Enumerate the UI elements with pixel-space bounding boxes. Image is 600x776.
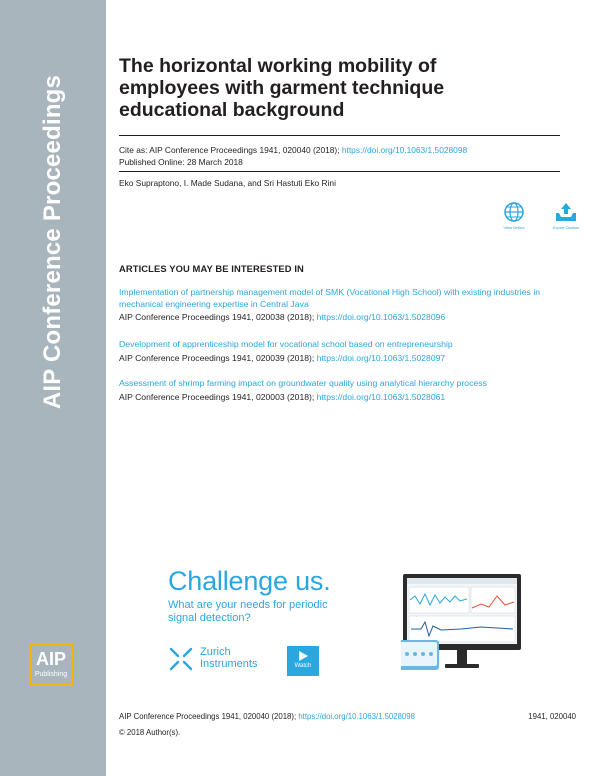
cite-line bbox=[119, 145, 467, 156]
zurich-instruments-ad[interactable] bbox=[168, 566, 468, 678]
export-tray-icon bbox=[554, 201, 578, 223]
related-article-title-link[interactable]: Implementation of partnership management model of SMK (Vocational High School) with existing industries in mechanical engineering expertise in Central Java bbox=[119, 287, 541, 309]
related-article-source: AIP Conference Proceedings 1941, 020003 (2018); bbox=[119, 391, 315, 402]
instrument-monitor-image bbox=[401, 574, 523, 674]
related-article-doi-link[interactable]: https://doi.org/10.1063/1.5028061 bbox=[316, 391, 446, 402]
view-online-label: View Online bbox=[503, 225, 525, 230]
zurich-instruments-logo-icon bbox=[168, 646, 194, 672]
page-identifier: 1941, 020040 bbox=[528, 712, 576, 721]
footer-cite bbox=[119, 712, 415, 721]
author-list: Eko Supraptono, I. Made Sudana, and Sri Hastuti Eko Rini bbox=[119, 178, 336, 188]
journal-name: AIP Conference Proceedings bbox=[39, 74, 66, 410]
article-doi-link[interactable]: https://doi.org/10.1063/1.5028098 bbox=[341, 145, 468, 155]
related-article-cite bbox=[119, 391, 564, 404]
watch-button[interactable] bbox=[287, 646, 319, 676]
related-article-doi-link[interactable]: https://doi.org/10.1063/1.5028096 bbox=[316, 312, 446, 322]
related-article bbox=[119, 287, 564, 324]
ad-subline: What are your needs for periodic signal detection? bbox=[168, 599, 328, 624]
aip-publishing-logo[interactable] bbox=[29, 643, 73, 686]
globe-icon bbox=[503, 201, 525, 223]
related-articles-heading: ARTICLES YOU MAY BE INTERESTED IN bbox=[119, 263, 304, 274]
related-article-cite bbox=[119, 352, 564, 365]
article-title: The horizontal working mobility of employees with garment technique educational background bbox=[119, 55, 445, 121]
copyright-notice: © 2018 Author(s). bbox=[119, 728, 181, 737]
related-article-source: AIP Conference Proceedings 1941, 020038 (2018); bbox=[119, 312, 315, 322]
related-article bbox=[119, 339, 564, 365]
play-icon bbox=[297, 650, 309, 662]
brand-line-2: Instruments bbox=[200, 658, 258, 670]
footer-doi-link[interactable]: https://doi.org/10.1063/1.5028098 bbox=[298, 712, 415, 721]
footer-cite-source: AIP Conference Proceedings 1941, 020040 (2018); bbox=[119, 712, 297, 721]
brand-line-1: Zurich bbox=[200, 646, 231, 658]
related-article-title-link[interactable]: Assessment of shrimp farming impact on groundwater quality using analytical hierarchy process bbox=[119, 378, 487, 388]
meta-divider bbox=[119, 171, 560, 172]
export-citation-button[interactable] bbox=[546, 201, 586, 230]
ad-headline: Challenge us. bbox=[168, 566, 331, 596]
related-article-doi-link[interactable]: https://doi.org/10.1063/1.5028097 bbox=[316, 352, 446, 363]
published-date: Published Online: 28 March 2018 bbox=[119, 157, 243, 167]
view-online-button[interactable] bbox=[494, 201, 534, 230]
related-article-title-link[interactable]: Development of apprenticeship model for vocational school based on entrepreneurship bbox=[119, 339, 453, 349]
cite-prefix: Cite as: AIP Conference Proceedings 1941, 020040 (2018); bbox=[119, 145, 340, 155]
zurich-instruments-wordmark bbox=[200, 646, 257, 670]
journal-sidebar bbox=[0, 0, 106, 776]
title-divider bbox=[119, 135, 560, 136]
related-article bbox=[119, 378, 564, 404]
watch-label: Watch bbox=[294, 663, 312, 669]
related-article-source: AIP Conference Proceedings 1941, 020039 (2018); bbox=[119, 352, 315, 363]
export-citation-label: Export Citation bbox=[552, 225, 580, 230]
related-article-cite bbox=[119, 311, 564, 324]
logo-main-text: AIP bbox=[35, 649, 66, 669]
logo-sub-text: Publishing bbox=[34, 671, 68, 678]
